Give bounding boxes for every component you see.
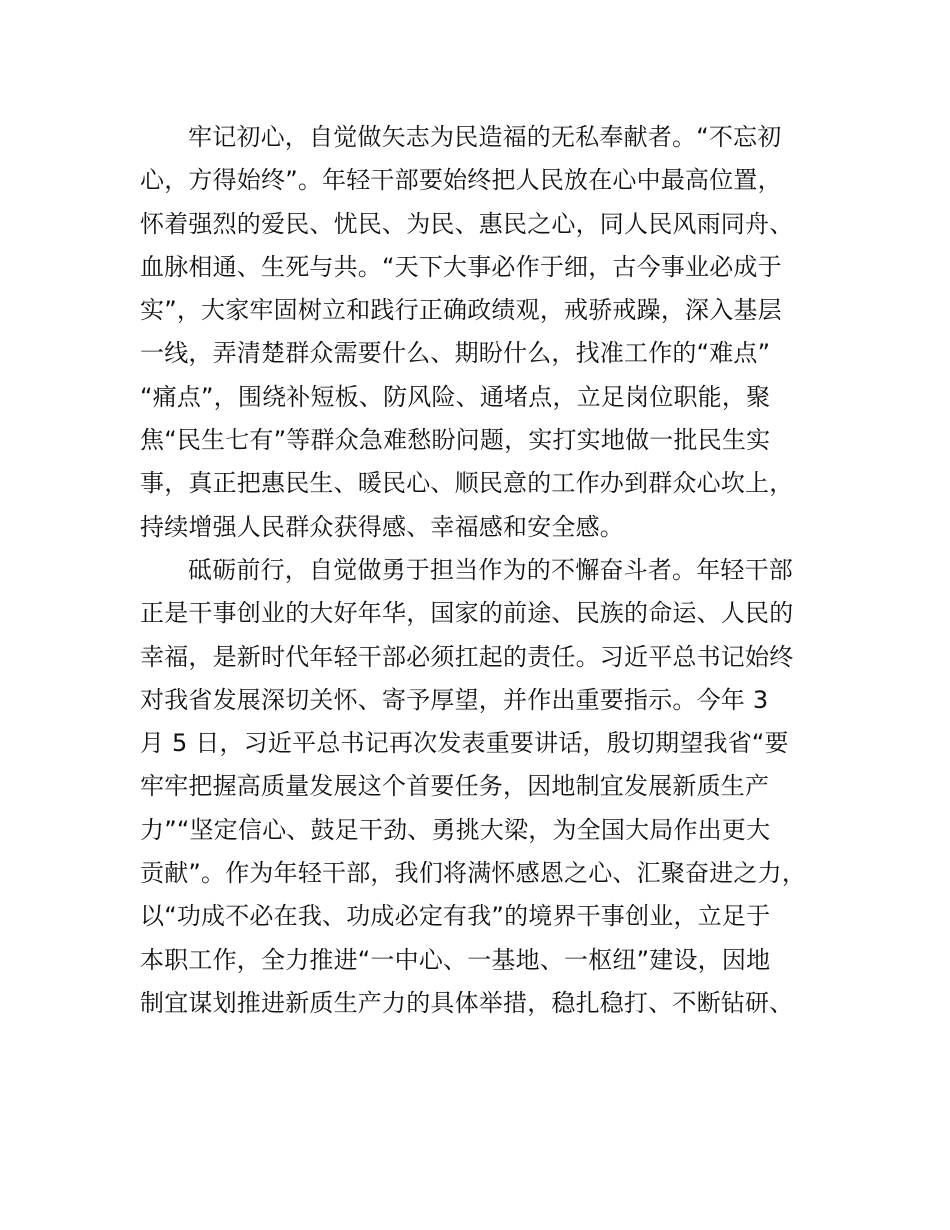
text-line: 心，方得始终”。年轻干部要始终把人民放在心中最高位置， <box>140 166 782 195</box>
text-line: 正是干事创业的大好年华，国家的前途、民族的命运、人民的 <box>140 599 794 628</box>
text-line: 幸福，是新时代年轻干部必须扛起的责任。习近平总书记始终 <box>140 642 794 671</box>
text-line: 一线，弄清楚群众需要什么、期盼什么，找准工作的“难点” <box>140 339 771 368</box>
paragraph-1 <box>140 116 810 549</box>
text-line: “痛点”，围绕补短板、防风险、通堵点，立足岗位职能，聚 <box>140 382 771 411</box>
text-line: 以“功成不必在我、功成必定有我”的境界干事创业，立足于 <box>140 902 771 931</box>
text-line: 砥砺前行，自觉做勇于担当作为的不懈奋斗者。年轻干部 <box>188 555 793 584</box>
text-line: 血脉相通、生死与共。“天下大事必作于细，古今事业必成于 <box>140 252 782 281</box>
text-line: 牢记初心，自觉做矢志为民造福的无私奉献者。“不忘初 <box>188 123 782 151</box>
text-line: 焦“民生七有”等群众急难愁盼问题，实打实地做一批民生实 <box>140 426 771 455</box>
text-line: 事，真正把惠民生、暖民心、顺民意的工作办到群众心坎上， <box>140 469 794 498</box>
text-line: 怀着强烈的爱民、忧民、为民、惠民之心，同人民风雨同舟、 <box>140 209 794 238</box>
text-line: 制宜谋划推进新质生产力的具体举措，稳扎稳打、不断钻研、 <box>140 988 794 1017</box>
text-line: 贡献”。作为年轻干部，我们将满怀感恩之心、汇聚奋进之力， <box>140 859 807 888</box>
text-line: 力”“坚定信心、鼓足干劲、勇挑大梁，为全国大局作出更大 <box>140 815 771 844</box>
text-line: 月 5 日，习近平总书记再次发表重要讲话，殷切期望我省“要 <box>140 729 789 758</box>
text-line: 对我省发展深切关怀、寄予厚望，并作出重要指示。今年 3 <box>140 685 769 714</box>
paragraph-2 <box>140 549 810 1025</box>
text-line: 实”，大家牢固树立和践行正确政绩观，戒骄戒躁，深入基层 <box>140 296 782 325</box>
text-line: 持续增强人民群众获得感、幸福感和安全感。 <box>140 512 624 541</box>
text-line: 牢牢把握高质量发展这个首要任务，因地制宜发展新质生产 <box>140 772 770 801</box>
text-line: 本职工作，全力推进“一中心、一基地、一枢纽”建设，因地 <box>140 945 771 974</box>
document-body <box>140 116 810 1025</box>
